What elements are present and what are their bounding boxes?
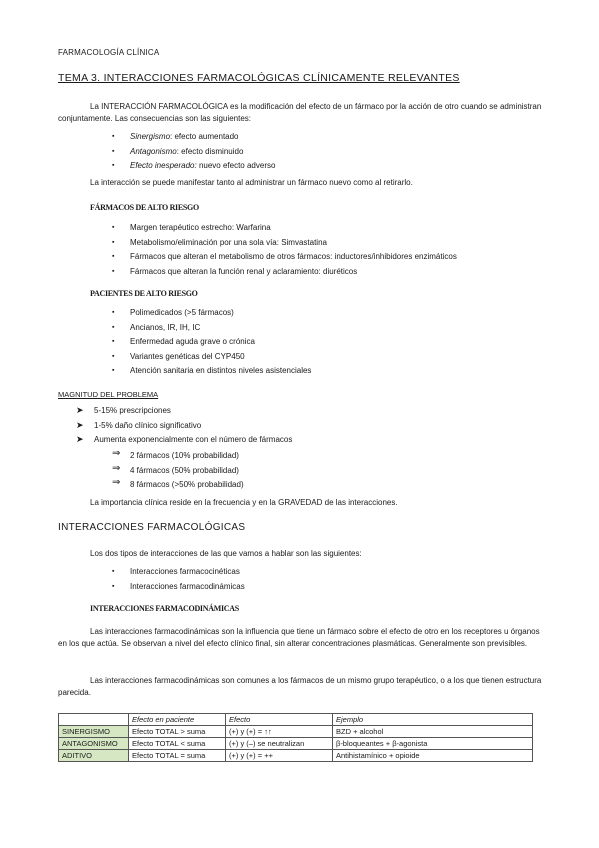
bullet-icon: ▪ xyxy=(112,147,115,155)
table-row xyxy=(59,726,533,738)
pd-heading: INTERACCIONES FARMACODINÁMICAS xyxy=(90,604,239,613)
bullet-icon: ▪ xyxy=(112,162,115,169)
table-cell: ADITIVO xyxy=(59,750,129,762)
table-cell: Antihistamínico + opioide xyxy=(333,750,533,762)
list-item: ▪ Fármacos que alteran el metabolismo de otros fármacos: inductores/inhibidores enzimáticos xyxy=(112,252,457,261)
list-item: ▪ Margen terapéutico estrecho: Warfarina xyxy=(112,223,271,232)
table-header: Efecto en paciente xyxy=(129,714,226,726)
problem-note: La importancia clínica reside en la frecuencia y en la GRAVEDAD de las interacciones. xyxy=(90,498,398,507)
table-cell: (+) y (+) = ++ xyxy=(226,750,333,762)
bullet-icon: ▪ xyxy=(112,323,115,331)
list-item: ▪ Efecto inesperado: nuevo efecto adverso xyxy=(112,161,276,170)
bullet-icon: ▪ xyxy=(112,338,115,345)
section-intro: Los dos tipos de interacciones de las que vamos a hablar son las siguientes: xyxy=(90,549,362,558)
list-item: ⇒ 4 fármacos (50% probabilidad) xyxy=(112,462,239,475)
list-item: ▪ Variantes genéticas del CYP450 xyxy=(112,351,245,361)
intro-paragraph xyxy=(58,101,544,125)
interaction-types-list xyxy=(112,566,245,595)
table-row xyxy=(59,750,533,762)
table-header: Ejemplo xyxy=(333,714,533,726)
table-cell: (+) y (+) = ↑↑ xyxy=(226,726,333,738)
high-risk-patients-heading: PACIENTES DE ALTO RIESGO xyxy=(90,289,198,298)
high-risk-drugs-list xyxy=(112,222,457,280)
list-item: ⇒ 8 fármacos (>50% probabilidad) xyxy=(112,477,244,489)
list-item: ⇒ 2 fármacos (10% probabilidad) xyxy=(112,448,239,460)
table-cell: Efecto TOTAL = suma xyxy=(129,750,226,762)
list-item: ▪ Interacciones farmacocinéticas xyxy=(112,567,240,576)
arrow-icon: ➤ xyxy=(76,434,84,444)
bullet-icon: ▪ xyxy=(112,582,115,590)
problem-heading: MAGNITUD DEL PROBLEMA xyxy=(58,390,159,399)
bullet-icon: ▪ xyxy=(112,352,115,360)
arrow-icon: ➤ xyxy=(76,419,84,430)
double-arrow-icon: ⇒ xyxy=(112,477,121,488)
consequences-list xyxy=(112,131,275,175)
list-item: ▪ Fármacos que alteran la función renal y aclaramiento: diuréticos xyxy=(112,266,358,276)
list-item: ➤ 5-15% prescripciones xyxy=(76,405,171,415)
list-item: ▪ Enfermedad aguda grave o crónica xyxy=(112,337,255,346)
pd-paragraph-2: Las interacciones farmacodinámicas son comunes a los fármacos de un mismo grupo terapéutico, o a los que tienen estructura parecida. xyxy=(58,676,542,697)
intro-term: La INTERACCIÓN FARMACOLÓGICA xyxy=(90,102,228,111)
table-cell: SINERGISMO xyxy=(59,726,129,738)
list-item: ➤ 1-5% daño clínico significativo xyxy=(76,419,202,430)
running-header: FARMACOLOGÍA CLÍNICA xyxy=(58,48,160,57)
bullet-icon: ▪ xyxy=(112,224,115,231)
bullet-icon: ▪ xyxy=(112,133,115,140)
bullet-icon: ▪ xyxy=(112,267,115,275)
high-risk-drugs-heading: FÁRMACOS DE ALTO RIESGO xyxy=(90,203,199,212)
pd-table xyxy=(58,713,533,762)
bullet-icon: ▪ xyxy=(112,367,115,374)
list-item: ▪ Metabolismo/eliminación por una sola vía: Simvastatina xyxy=(112,237,327,247)
double-arrow-icon: ⇒ xyxy=(112,462,121,474)
table-header-row xyxy=(59,714,533,726)
table-cell: BZD + alcohol xyxy=(333,726,533,738)
bullet-icon: ▪ xyxy=(112,309,115,316)
list-item: ▪ Polimedicados (>5 fármacos) xyxy=(112,308,234,317)
double-arrow-icon: ⇒ xyxy=(112,448,121,459)
list-item: ▪ Atención sanitaria en distintos niveles asistenciales xyxy=(112,366,312,375)
arrow-icon: ➤ xyxy=(76,405,84,415)
section-heading: INTERACCIONES FARMACOLÓGICAS xyxy=(58,522,246,533)
problem-list xyxy=(76,405,292,449)
table-cell: ANTAGONISMO xyxy=(59,738,129,750)
table-header: Efecto xyxy=(226,714,333,726)
bullet-icon: ▪ xyxy=(112,253,115,260)
table-cell: Efecto TOTAL > suma xyxy=(129,726,226,738)
table-cell: Efecto TOTAL < suma xyxy=(129,738,226,750)
list-item: ▪ Ancianos, IR, IH, IC xyxy=(112,322,201,332)
interaction-note: La interacción se puede manifestar tanto al administrar un fármaco nuevo como al retirarlo. xyxy=(90,178,413,187)
bullet-icon: ▪ xyxy=(112,238,115,246)
list-item: ▪ Antagonismo: efecto disminuido xyxy=(112,146,244,156)
probability-list xyxy=(112,450,244,494)
list-item: ▪ Interacciones farmacodinámicas xyxy=(112,581,245,591)
table-cell: (+) y (–) se neutralizan xyxy=(226,738,333,750)
high-risk-patients-list xyxy=(112,307,311,380)
list-item: ➤ Aumenta exponencialmente con el número de fármacos xyxy=(76,434,293,444)
table-header xyxy=(59,714,129,726)
bullet-icon: ▪ xyxy=(112,568,115,575)
pd-paragraph-1: Las interacciones farmacodinámicas son la influencia que tiene un fármaco sobre el efecto de otro en los receptores u órganos en los que actúa. Se observan a nivel del efecto clínico final, sin alterar concentraciones plasmáticas. Generalmente son previsibles. xyxy=(58,627,540,648)
table-cell: β-bloqueantes + β-agonista xyxy=(333,738,533,750)
table-row xyxy=(59,738,533,750)
list-item: ▪ Sinergismo: efecto aumentado xyxy=(112,132,239,141)
page-title: TEMA 3. INTERACCIONES FARMACOLÓGICAS CLÍNICAMENTE RELEVANTES xyxy=(58,72,460,84)
intro-text: es la modificación del efecto de un fármaco por la acción de otro cuando se administran conjuntamente. Las consecuencias son las siguientes: xyxy=(58,102,542,123)
